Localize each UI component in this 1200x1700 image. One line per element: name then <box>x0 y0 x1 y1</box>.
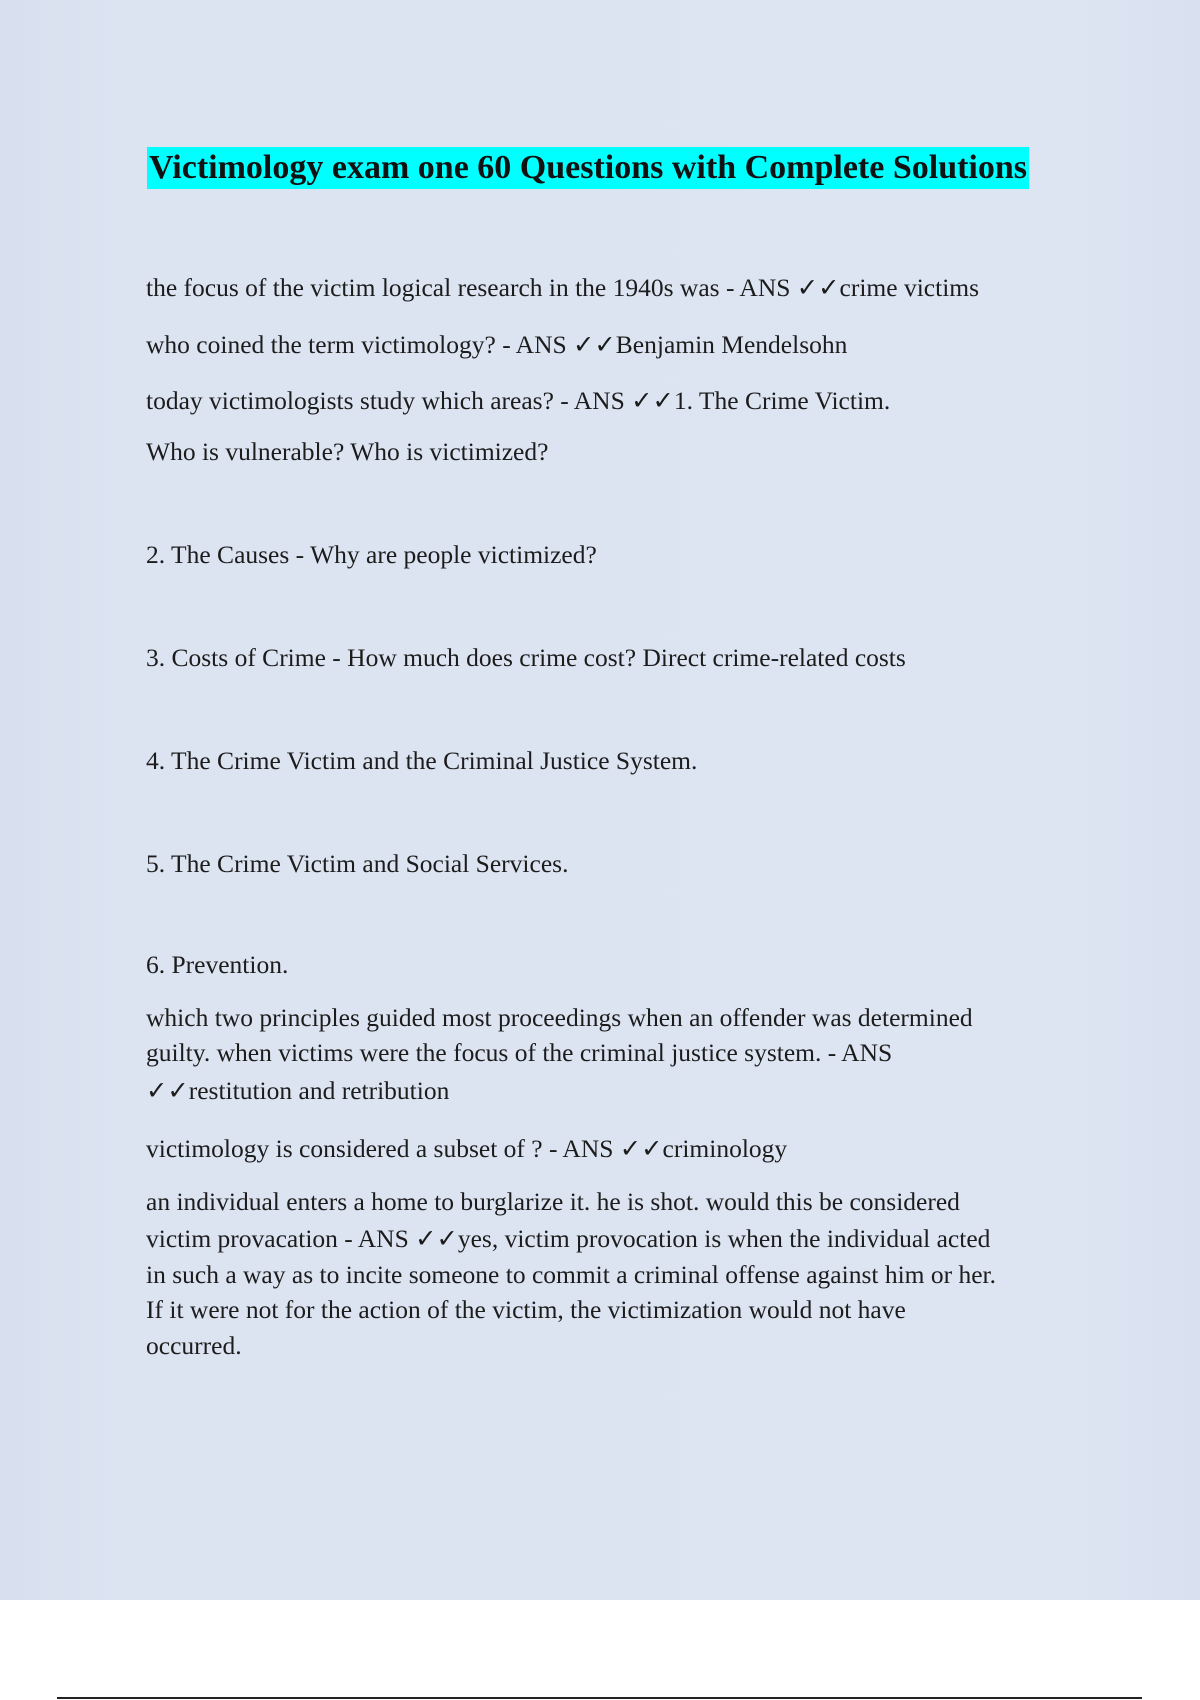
qa-two-principles-line: which two principles guided most proceedings when an offender was determined <box>146 1003 973 1032</box>
study-area-4: 4. The Crime Victim and the Criminal Justice System. <box>146 746 698 775</box>
qa-victim-provocation <box>146 1184 1096 1363</box>
study-area-3: 3. Costs of Crime - How much does crime cost? Direct crime-related costs <box>146 643 906 672</box>
qa-provocation-line: occurred. <box>146 1331 242 1360</box>
qa-provocation-line: If it were not for the action of the victim, the victimization would not have <box>146 1295 906 1324</box>
qa-subset: victimology is considered a subset of ? - ANS ✓✓criminology <box>146 1134 788 1163</box>
study-area-2: 2. The Causes - Why are people victimized? <box>146 540 597 569</box>
qa-focus-1940s: the focus of the victim logical research in the 1940s was - ANS ✓✓crime victims <box>146 273 980 302</box>
study-area-5: 5. The Crime Victim and Social Services. <box>146 849 569 878</box>
qa-provocation-line: in such a way as to incite someone to commit a criminal offense against him or her. <box>146 1260 997 1289</box>
qa-study-areas: today victimologists study which areas? - ANS ✓✓1. The Crime Victim. <box>146 386 891 415</box>
footer-rule <box>57 1697 1142 1699</box>
study-area-6: 6. Prevention. <box>146 950 289 979</box>
qa-provocation-line: victim provacation - ANS ✓✓yes, victim provocation is when the individual acted <box>146 1224 991 1253</box>
qa-provocation-line: an individual enters a home to burglarize it. he is shot. would this be considered <box>146 1187 960 1216</box>
document-title: Victimology exam one 60 Questions with Complete Solutions <box>147 147 1029 189</box>
qa-coined-term: who coined the term victimology? - ANS ✓✓Benjamin Mendelsohn <box>146 330 848 359</box>
qa-two-principles <box>146 1000 1096 1108</box>
qa-two-principles-line: ✓✓restitution and retribution <box>146 1076 450 1105</box>
study-area-1-detail: Who is vulnerable? Who is victimized? <box>146 437 549 466</box>
qa-two-principles-line: guilty. when victims were the focus of the criminal justice system. - ANS <box>146 1038 893 1067</box>
